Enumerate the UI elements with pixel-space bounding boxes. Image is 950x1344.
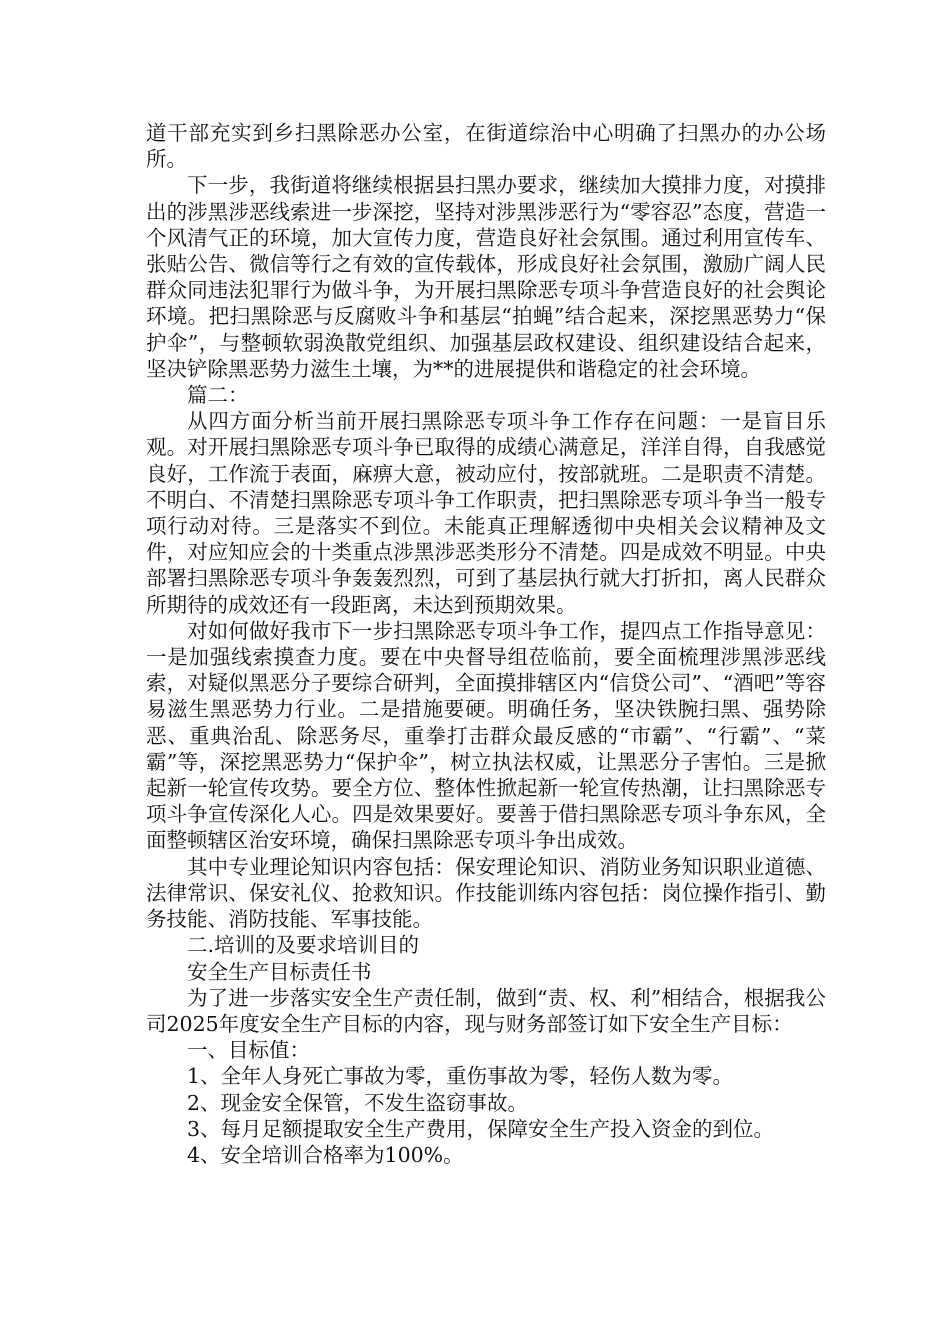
document-title: 安全生产目标责任书 bbox=[187, 959, 372, 984]
paragraph: 为了进一步落实安全生产责任制，做到“责、权、利”相结合，根据我公司2025年度安全生产目标的内容，现与财务部签订如下安全生产目标： bbox=[146, 985, 826, 1036]
section-heading: 一、目标值： bbox=[187, 1038, 310, 1063]
section-heading: 篇二： bbox=[187, 383, 249, 408]
paragraph: 对如何做好我市下一步扫黑除恶专项斗争工作，提四点工作指导意见：一是加强线索摸查力度。要在中央督导组莅临前，要全面梳理涉黑涉恶线索，对疑似黑恶分子要综合研判，全面摸排辖区内“信贷公司”、“酒吧”等容易滋生黑恶势力行业。二是措施要硬。明确任务，坚决铁腕扫黑、强势除恶、重典治乱、除恶务尽，重拳打击群众最反感的“市霸”、“行霸”、“菜霸”等，深挖黑恶势力“保护伞”，树立执法权威，让黑恶分子害怕。三是掀起新一轮宣传攻势。要全方位、整体性掀起新一轮宣传热潮，让扫黑除恶专项斗争宣传深化人心。四是效果要好。要善于借扫黑除恶专项斗争东风，全面整顿辖区治安环境，确保扫黑除恶专项斗争出成效。 bbox=[146, 618, 826, 853]
list-item: 1、全年人身死亡事故为零，重伤事故为零，轻伤人数为零。 bbox=[187, 1064, 734, 1089]
list-item: 2、现金安全保管，不发生盗窃事故。 bbox=[187, 1090, 529, 1115]
list-item: 4、安全培训合格率为100%。 bbox=[187, 1142, 464, 1167]
section-heading: 二.培训的及要求培训目的 bbox=[187, 933, 420, 958]
paragraph: 从四方面分析当前开展扫黑除恶专项斗争工作存在问题：一是盲目乐观。对开展扫黑除恶专项斗争已取得的成绩心满意足，洋洋自得，自我感觉良好，工作流于表面，麻痹大意，被动应付，按部就班。二是职责不清楚。不明白、不清楚扫黑除恶专项斗争工作职责，把扫黑除恶专项斗争当一般专项行动对待。三是落实不到位。未能真正理解透彻中央相关会议精神及文件，对应知应会的十类重点涉黑涉恶类形分不清楚。四是成效不明显。中央部署扫黑除恶专项斗争轰轰烈烈，可到了基层执行就大打折扣，离人民群众所期待的成效还有一段距离，未达到预期效果。 bbox=[146, 409, 826, 617]
paragraph: 道干部充实到乡扫黑除恶办公室，在街道综治中心明确了扫黑办的办公场所。 bbox=[146, 121, 826, 172]
list-item: 3、每月足额提取安全生产费用，保障安全生产投入资金的到位。 bbox=[187, 1116, 775, 1141]
paragraph: 下一步，我街道将继续根据县扫黑办要求，继续加大摸排力度，对摸排出的涉黑涉恶线索进一步深挖，坚持对涉黑涉恶行为“零容忍”态度，营造一个风清气正的环境，加大宣传力度，营造良好社会氛围。通过利用宣传车、张贴公告、微信等行之有效的宣传载体，形成良好社会氛围，激励广阔人民群众同违法犯罪行为做斗争，为开展扫黑除恶专项斗争营造良好的社会舆论环境。把扫黑除恶与反腐败斗争和基层“拍蝇”结合起来，深挖黑恶势力“保护伞”，与整顿软弱涣散党组织、加强基层政权建设、组织建设结合起来，坚决铲除黑恶势力滋生土壤，为**的进展提供和谐稳定的社会环境。 bbox=[146, 173, 826, 381]
paragraph: 其中专业理论知识内容包括：保安理论知识、消防业务知识职业道德、法律常识、保安礼仪、抢救知识。作技能训练内容包括：岗位操作指引、勤务技能、消防技能、军事技能。 bbox=[146, 854, 826, 932]
document-body bbox=[146, 120, 826, 1168]
